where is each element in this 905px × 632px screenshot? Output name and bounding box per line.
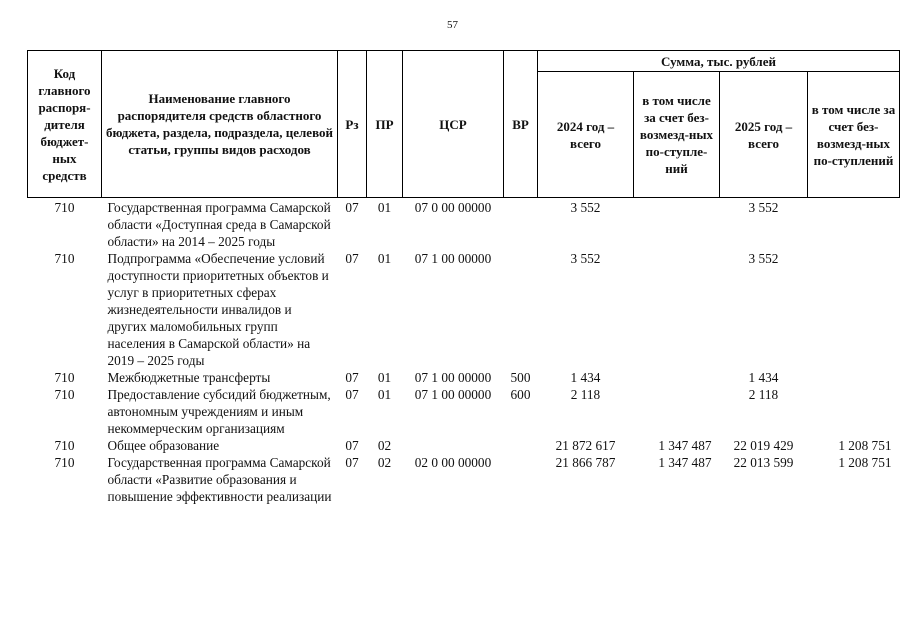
cell-2025-free: 1 208 751 [838, 455, 892, 470]
cell-csr [403, 437, 504, 454]
cell-2025-free: 1 208 751 [838, 438, 892, 453]
cell-2024-free [634, 250, 720, 369]
cell-2025-free [808, 198, 900, 251]
cell-2025-total: 3 552 [748, 200, 779, 215]
cell-2024-free: 1 347 487 [658, 455, 712, 470]
cell-2025-free [808, 386, 900, 437]
cell-name: Общее образование [107, 438, 220, 453]
cell-csr: 07 1 00 00000 [414, 370, 492, 385]
cell-name: Межбюджетные трансферты [107, 370, 271, 385]
cell-2025-total: 2 118 [748, 387, 779, 402]
cell-vr [504, 437, 538, 454]
cell-csr: 07 1 00 00000 [414, 251, 492, 266]
budget-table [27, 50, 900, 505]
cell-pr: 01 [377, 251, 392, 266]
cell-name: Государственная программа Самарской области «Развитие образования и повышение эффективности реализации [107, 455, 332, 504]
header-sum-group: Сумма, тыс. рублей [538, 51, 900, 72]
cell-kod: 710 [54, 387, 75, 402]
cell-csr: 02 0 00 00000 [414, 455, 492, 470]
table-row [28, 250, 900, 369]
cell-csr: 07 1 00 00000 [414, 387, 492, 402]
header-2025-total: 2025 год – всего [720, 72, 808, 198]
cell-rz: 07 [345, 251, 359, 266]
cell-csr: 07 0 00 00000 [414, 200, 492, 215]
cell-rz: 07 [345, 455, 359, 470]
cell-2024-total: 1 434 [570, 370, 601, 385]
cell-2024-free [634, 369, 720, 386]
header-vr: ВР [504, 51, 538, 198]
header-kod: Код главного распоря-дителя бюджет-ных средств [28, 51, 102, 198]
header-2024-free: в том числе за счет без-возмезд-ных по-ступле-ний [634, 72, 720, 198]
cell-vr: 500 [510, 370, 531, 385]
cell-2024-total: 21 872 617 [555, 438, 616, 453]
header-2025-free: в том числе за счет без-возмезд-ных по-ступлений [808, 72, 900, 198]
table-row [28, 437, 900, 454]
cell-2024-free: 1 347 487 [658, 438, 712, 453]
cell-pr: 01 [377, 387, 392, 402]
cell-rz: 07 [345, 438, 359, 453]
cell-kod: 710 [54, 438, 75, 453]
cell-rz: 07 [345, 200, 359, 215]
cell-2024-total: 21 866 787 [555, 455, 616, 470]
table-header [28, 51, 900, 198]
cell-kod: 710 [54, 251, 75, 266]
table-row [28, 454, 900, 505]
cell-name: Подпрограмма «Обеспечение условий доступности приоритетных объектов и услуг в приоритетных сферах жизнедеятельности инвалидов и других маломобильных групп населения в Самарской области» на 2019 – 2025 годы [107, 251, 329, 368]
cell-rz: 07 [345, 370, 359, 385]
cell-2025-total: 22 019 429 [733, 438, 794, 453]
cell-2025-free [808, 250, 900, 369]
table-row [28, 386, 900, 437]
cell-vr [504, 454, 538, 505]
cell-name: Предоставление субсидий бюджетным, автономным учреждениям и иным некоммерческим организациям [107, 387, 331, 436]
cell-rz: 07 [345, 387, 359, 402]
cell-2024-total: 3 552 [570, 200, 601, 215]
cell-pr: 01 [377, 370, 392, 385]
cell-kod: 710 [54, 370, 75, 385]
cell-vr [504, 250, 538, 369]
table-body [28, 198, 900, 506]
cell-2025-free [808, 369, 900, 386]
cell-2024-total: 2 118 [570, 387, 601, 402]
header-2024-total: 2024 год – всего [538, 72, 634, 198]
cell-pr: 01 [377, 200, 392, 215]
cell-pr: 02 [377, 455, 392, 470]
page-number: 57 [447, 19, 458, 31]
cell-2025-total: 1 434 [748, 370, 779, 385]
cell-2025-total: 22 013 599 [733, 455, 794, 470]
cell-2025-total: 3 552 [748, 251, 779, 266]
header-pr: ПР [367, 51, 403, 198]
cell-vr: 600 [510, 387, 531, 402]
cell-kod: 710 [54, 200, 75, 215]
cell-2024-total: 3 552 [570, 251, 601, 266]
cell-2024-free [634, 198, 720, 251]
cell-kod: 710 [54, 455, 75, 470]
cell-vr [504, 198, 538, 251]
cell-pr: 02 [377, 438, 392, 453]
table-row [28, 369, 900, 386]
table-row [28, 198, 900, 251]
header-csr: ЦСР [403, 51, 504, 198]
header-name: Наименование главного распорядителя средств областного бюджета, раздела, подраздела, целевой статьи, группы видов расходов [102, 51, 338, 198]
cell-2024-free [634, 386, 720, 437]
cell-name: Государственная программа Самарской области «Доступная среда в Самарской области» на 2014 – 2025 годы [107, 200, 331, 249]
header-rz: Рз [338, 51, 367, 198]
